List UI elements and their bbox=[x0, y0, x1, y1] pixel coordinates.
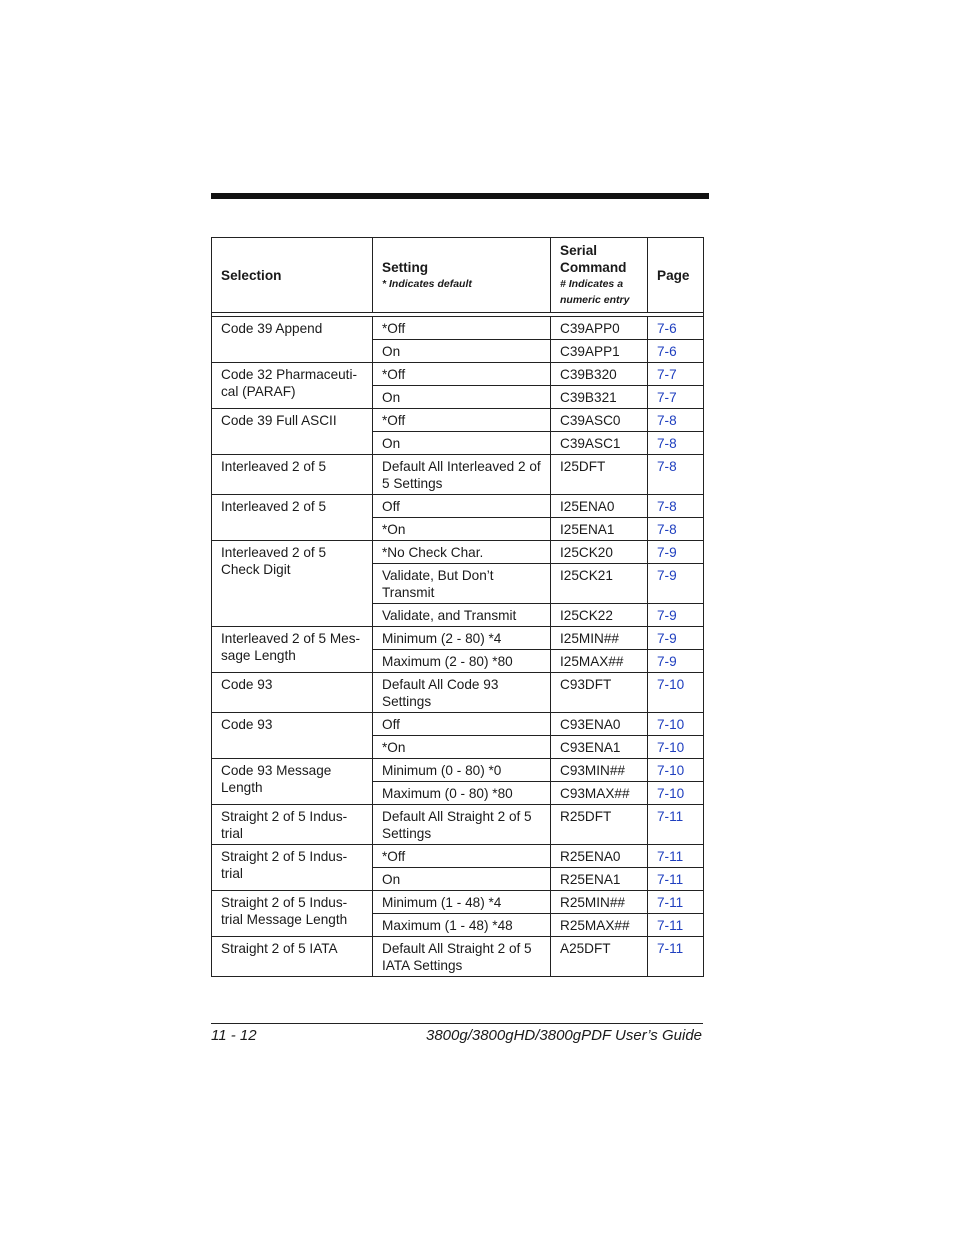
page-cell bbox=[648, 409, 704, 432]
setting-cell: Validate, and Transmit bbox=[373, 604, 551, 627]
footer-guide-title: 3800g/3800gHD/3800gPDF User’s Guide bbox=[425, 1027, 702, 1044]
page-cell bbox=[648, 317, 704, 340]
page-cell bbox=[648, 455, 704, 495]
serial-command-cell: I25ENA0 bbox=[551, 495, 648, 518]
page-link[interactable]: 7-9 bbox=[657, 545, 677, 560]
page-cell bbox=[648, 340, 704, 363]
page-link[interactable]: 7-9 bbox=[657, 631, 677, 646]
selection-cell: Interleaved 2 of 5 bbox=[212, 455, 373, 495]
header-setting bbox=[373, 238, 551, 313]
serial-command-cell: A25DFT bbox=[551, 937, 648, 977]
selection-cell: Interleaved 2 of 5 Check Digit bbox=[212, 541, 373, 627]
page-cell bbox=[648, 805, 704, 845]
header-serial-label: Serial Command bbox=[560, 243, 627, 275]
selection-cell: Straight 2 of 5 Indus-trial bbox=[212, 845, 373, 891]
page-cell bbox=[648, 673, 704, 713]
serial-command-cell: I25MAX## bbox=[551, 650, 648, 673]
selection-cell: Code 39 Full ASCII bbox=[212, 409, 373, 455]
selection-cell: Interleaved 2 of 5 Mes-sage Length bbox=[212, 627, 373, 673]
page-link[interactable]: 7-11 bbox=[657, 918, 684, 933]
serial-command-cell: I25CK20 bbox=[551, 541, 648, 564]
setting-cell: On bbox=[373, 868, 551, 891]
setting-cell: *On bbox=[373, 518, 551, 541]
page-link[interactable]: 7-8 bbox=[657, 459, 677, 474]
table-row bbox=[212, 713, 704, 736]
setting-cell: Maximum (0 - 80) *80 bbox=[373, 782, 551, 805]
page-cell bbox=[648, 518, 704, 541]
table-header-row bbox=[212, 238, 704, 313]
table-row bbox=[212, 891, 704, 914]
page-link[interactable]: 7-8 bbox=[657, 522, 677, 537]
page-link[interactable]: 7-11 bbox=[657, 872, 684, 887]
page-link[interactable]: 7-11 bbox=[657, 895, 684, 910]
page-cell bbox=[648, 541, 704, 564]
serial-command-cell: C39ASC1 bbox=[551, 432, 648, 455]
page-link[interactable]: 7-10 bbox=[657, 717, 685, 732]
page-link[interactable]: 7-10 bbox=[657, 677, 685, 692]
serial-command-cell: I25MIN## bbox=[551, 627, 648, 650]
serial-command-cell: I25ENA1 bbox=[551, 518, 648, 541]
table-row bbox=[212, 455, 704, 495]
serial-command-cell: I25CK22 bbox=[551, 604, 648, 627]
page-link[interactable]: 7-7 bbox=[657, 390, 677, 405]
page-link[interactable]: 7-8 bbox=[657, 499, 677, 514]
serial-command-cell: C39APP0 bbox=[551, 317, 648, 340]
table-row bbox=[212, 495, 704, 518]
page-cell bbox=[648, 432, 704, 455]
selection-cell: Straight 2 of 5 Indus-trial Message Length bbox=[212, 891, 373, 937]
header-setting-note: * Indicates default bbox=[382, 277, 472, 290]
page-link[interactable]: 7-9 bbox=[657, 608, 677, 623]
page-cell bbox=[648, 386, 704, 409]
header-selection: Selection bbox=[212, 238, 373, 313]
serial-command-cell: R25DFT bbox=[551, 805, 648, 845]
page-link[interactable]: 7-10 bbox=[657, 740, 685, 755]
setting-cell: Default All Interleaved 2 of 5 Settings bbox=[373, 455, 551, 495]
setting-cell: Maximum (1 - 48) *48 bbox=[373, 914, 551, 937]
serial-command-cell: I25CK21 bbox=[551, 564, 648, 604]
header-serial-note: # Indicates a numeric entry bbox=[560, 278, 630, 306]
selection-cell: Code 93 Message Length bbox=[212, 759, 373, 805]
setting-cell: Validate, But Don’t Transmit bbox=[373, 564, 551, 604]
page-link[interactable]: 7-10 bbox=[657, 786, 685, 801]
table-row bbox=[212, 409, 704, 432]
setting-cell: On bbox=[373, 386, 551, 409]
selection-cell: Interleaved 2 of 5 bbox=[212, 495, 373, 541]
selection-cell: Straight 2 of 5 IATA bbox=[212, 937, 373, 977]
setting-cell: *No Check Char. bbox=[373, 541, 551, 564]
setting-cell: Minimum (2 - 80) *4 bbox=[373, 627, 551, 650]
page-cell bbox=[648, 627, 704, 650]
serial-command-cell: C39ASC0 bbox=[551, 409, 648, 432]
setting-cell: Maximum (2 - 80) *80 bbox=[373, 650, 551, 673]
footer-rule bbox=[211, 1023, 703, 1024]
table-row bbox=[212, 317, 704, 340]
page-cell bbox=[648, 736, 704, 759]
table-row bbox=[212, 541, 704, 564]
setting-cell: Default All Straight 2 of 5 IATA Settings bbox=[373, 937, 551, 977]
page-cell bbox=[648, 891, 704, 914]
header-page: Page bbox=[648, 238, 704, 313]
table-row bbox=[212, 845, 704, 868]
table-row bbox=[212, 937, 704, 977]
serial-command-cell: R25MIN## bbox=[551, 891, 648, 914]
page-link[interactable]: 7-7 bbox=[657, 367, 677, 382]
selection-cell: Code 93 bbox=[212, 713, 373, 759]
settings-table bbox=[211, 237, 704, 977]
page-cell bbox=[648, 914, 704, 937]
setting-cell: *Off bbox=[373, 409, 551, 432]
selection-cell: Code 39 Append bbox=[212, 317, 373, 363]
page-cell bbox=[648, 782, 704, 805]
serial-command-cell: R25MAX## bbox=[551, 914, 648, 937]
page-link[interactable]: 7-6 bbox=[657, 321, 677, 336]
header-serial-command bbox=[551, 238, 648, 313]
table-row bbox=[212, 363, 704, 386]
selection-cell: Code 93 bbox=[212, 673, 373, 713]
setting-cell: Default All Straight 2 of 5 Settings bbox=[373, 805, 551, 845]
serial-command-cell: I25DFT bbox=[551, 455, 648, 495]
table-row bbox=[212, 627, 704, 650]
header-setting-label: Setting bbox=[382, 259, 429, 275]
serial-command-cell: R25ENA1 bbox=[551, 868, 648, 891]
serial-command-cell: C93ENA1 bbox=[551, 736, 648, 759]
page-cell bbox=[648, 650, 704, 673]
page-link[interactable]: 7-9 bbox=[657, 654, 677, 669]
serial-command-cell: R25ENA0 bbox=[551, 845, 648, 868]
page-link[interactable]: 7-10 bbox=[657, 763, 685, 778]
page-link[interactable]: 7-8 bbox=[657, 413, 677, 428]
page-cell bbox=[648, 759, 704, 782]
footer-page-number: 11 - 12 bbox=[211, 1027, 257, 1044]
table-row bbox=[212, 805, 704, 845]
setting-cell: Minimum (0 - 80) *0 bbox=[373, 759, 551, 782]
page-cell bbox=[648, 604, 704, 627]
table-row bbox=[212, 673, 704, 713]
page-link[interactable]: 7-11 bbox=[657, 809, 684, 824]
page-cell bbox=[648, 363, 704, 386]
page-cell bbox=[648, 713, 704, 736]
serial-command-cell: C93ENA0 bbox=[551, 713, 648, 736]
page-link[interactable]: 7-11 bbox=[657, 849, 684, 864]
page-link[interactable]: 7-11 bbox=[657, 941, 684, 956]
serial-command-cell: C93MAX## bbox=[551, 782, 648, 805]
serial-command-cell: C39B321 bbox=[551, 386, 648, 409]
setting-cell: *Off bbox=[373, 363, 551, 386]
page-link[interactable]: 7-8 bbox=[657, 436, 677, 451]
setting-cell: Off bbox=[373, 495, 551, 518]
page-cell bbox=[648, 845, 704, 868]
setting-cell: Off bbox=[373, 713, 551, 736]
page-cell bbox=[648, 495, 704, 518]
setting-cell: Minimum (1 - 48) *4 bbox=[373, 891, 551, 914]
page-link[interactable]: 7-9 bbox=[657, 568, 677, 583]
setting-cell: *Off bbox=[373, 845, 551, 868]
setting-cell: Default All Code 93 Settings bbox=[373, 673, 551, 713]
setting-cell: *On bbox=[373, 736, 551, 759]
setting-cell: On bbox=[373, 340, 551, 363]
selection-cell: Code 32 Pharmaceuti-cal (PARAF) bbox=[212, 363, 373, 409]
setting-cell: *Off bbox=[373, 317, 551, 340]
selection-cell: Straight 2 of 5 Indus-trial bbox=[212, 805, 373, 845]
serial-command-cell: C39APP1 bbox=[551, 340, 648, 363]
page-cell bbox=[648, 937, 704, 977]
page-link[interactable]: 7-6 bbox=[657, 344, 677, 359]
setting-cell: On bbox=[373, 432, 551, 455]
serial-command-cell: C39B320 bbox=[551, 363, 648, 386]
serial-command-cell: C93DFT bbox=[551, 673, 648, 713]
table-row bbox=[212, 759, 704, 782]
serial-command-cell: C93MIN## bbox=[551, 759, 648, 782]
page-cell bbox=[648, 868, 704, 891]
page-cell bbox=[648, 564, 704, 604]
table-body bbox=[212, 317, 704, 977]
top-rule bbox=[211, 193, 709, 199]
